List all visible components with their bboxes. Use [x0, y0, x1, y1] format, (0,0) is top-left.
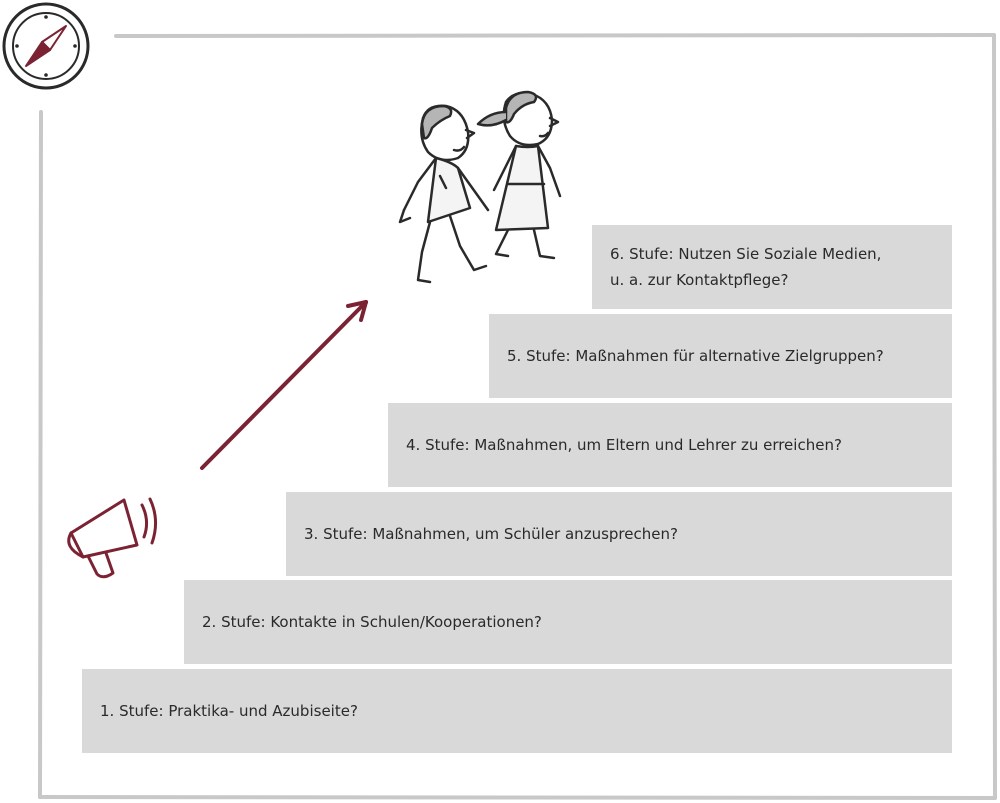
- step-6-label-line-1: 6. Stufe: Nutzen Sie Soziale Medien,: [610, 245, 882, 263]
- step-5-label: 5. Stufe: Maßnahmen für alternative Zielgruppen?: [507, 347, 884, 365]
- step-6-label-line-2: u. a. zur Kontaktpflege?: [610, 271, 789, 289]
- step-4-label: 4. Stufe: Maßnahmen, um Eltern und Lehrer zu erreichen?: [406, 436, 842, 454]
- step-1-label: 1. Stufe: Praktika- und Azubiseite?: [100, 702, 358, 720]
- step-6: [592, 225, 952, 309]
- step-3-label: 3. Stufe: Maßnahmen, um Schüler anzusprechen?: [304, 525, 678, 543]
- step-3: [286, 492, 952, 576]
- step-4: [388, 403, 952, 487]
- step-1: [82, 669, 952, 753]
- step-2-label: 2. Stufe: Kontakte in Schulen/Kooperationen?: [202, 613, 542, 631]
- step-2: [184, 580, 952, 664]
- step-5: [489, 314, 952, 398]
